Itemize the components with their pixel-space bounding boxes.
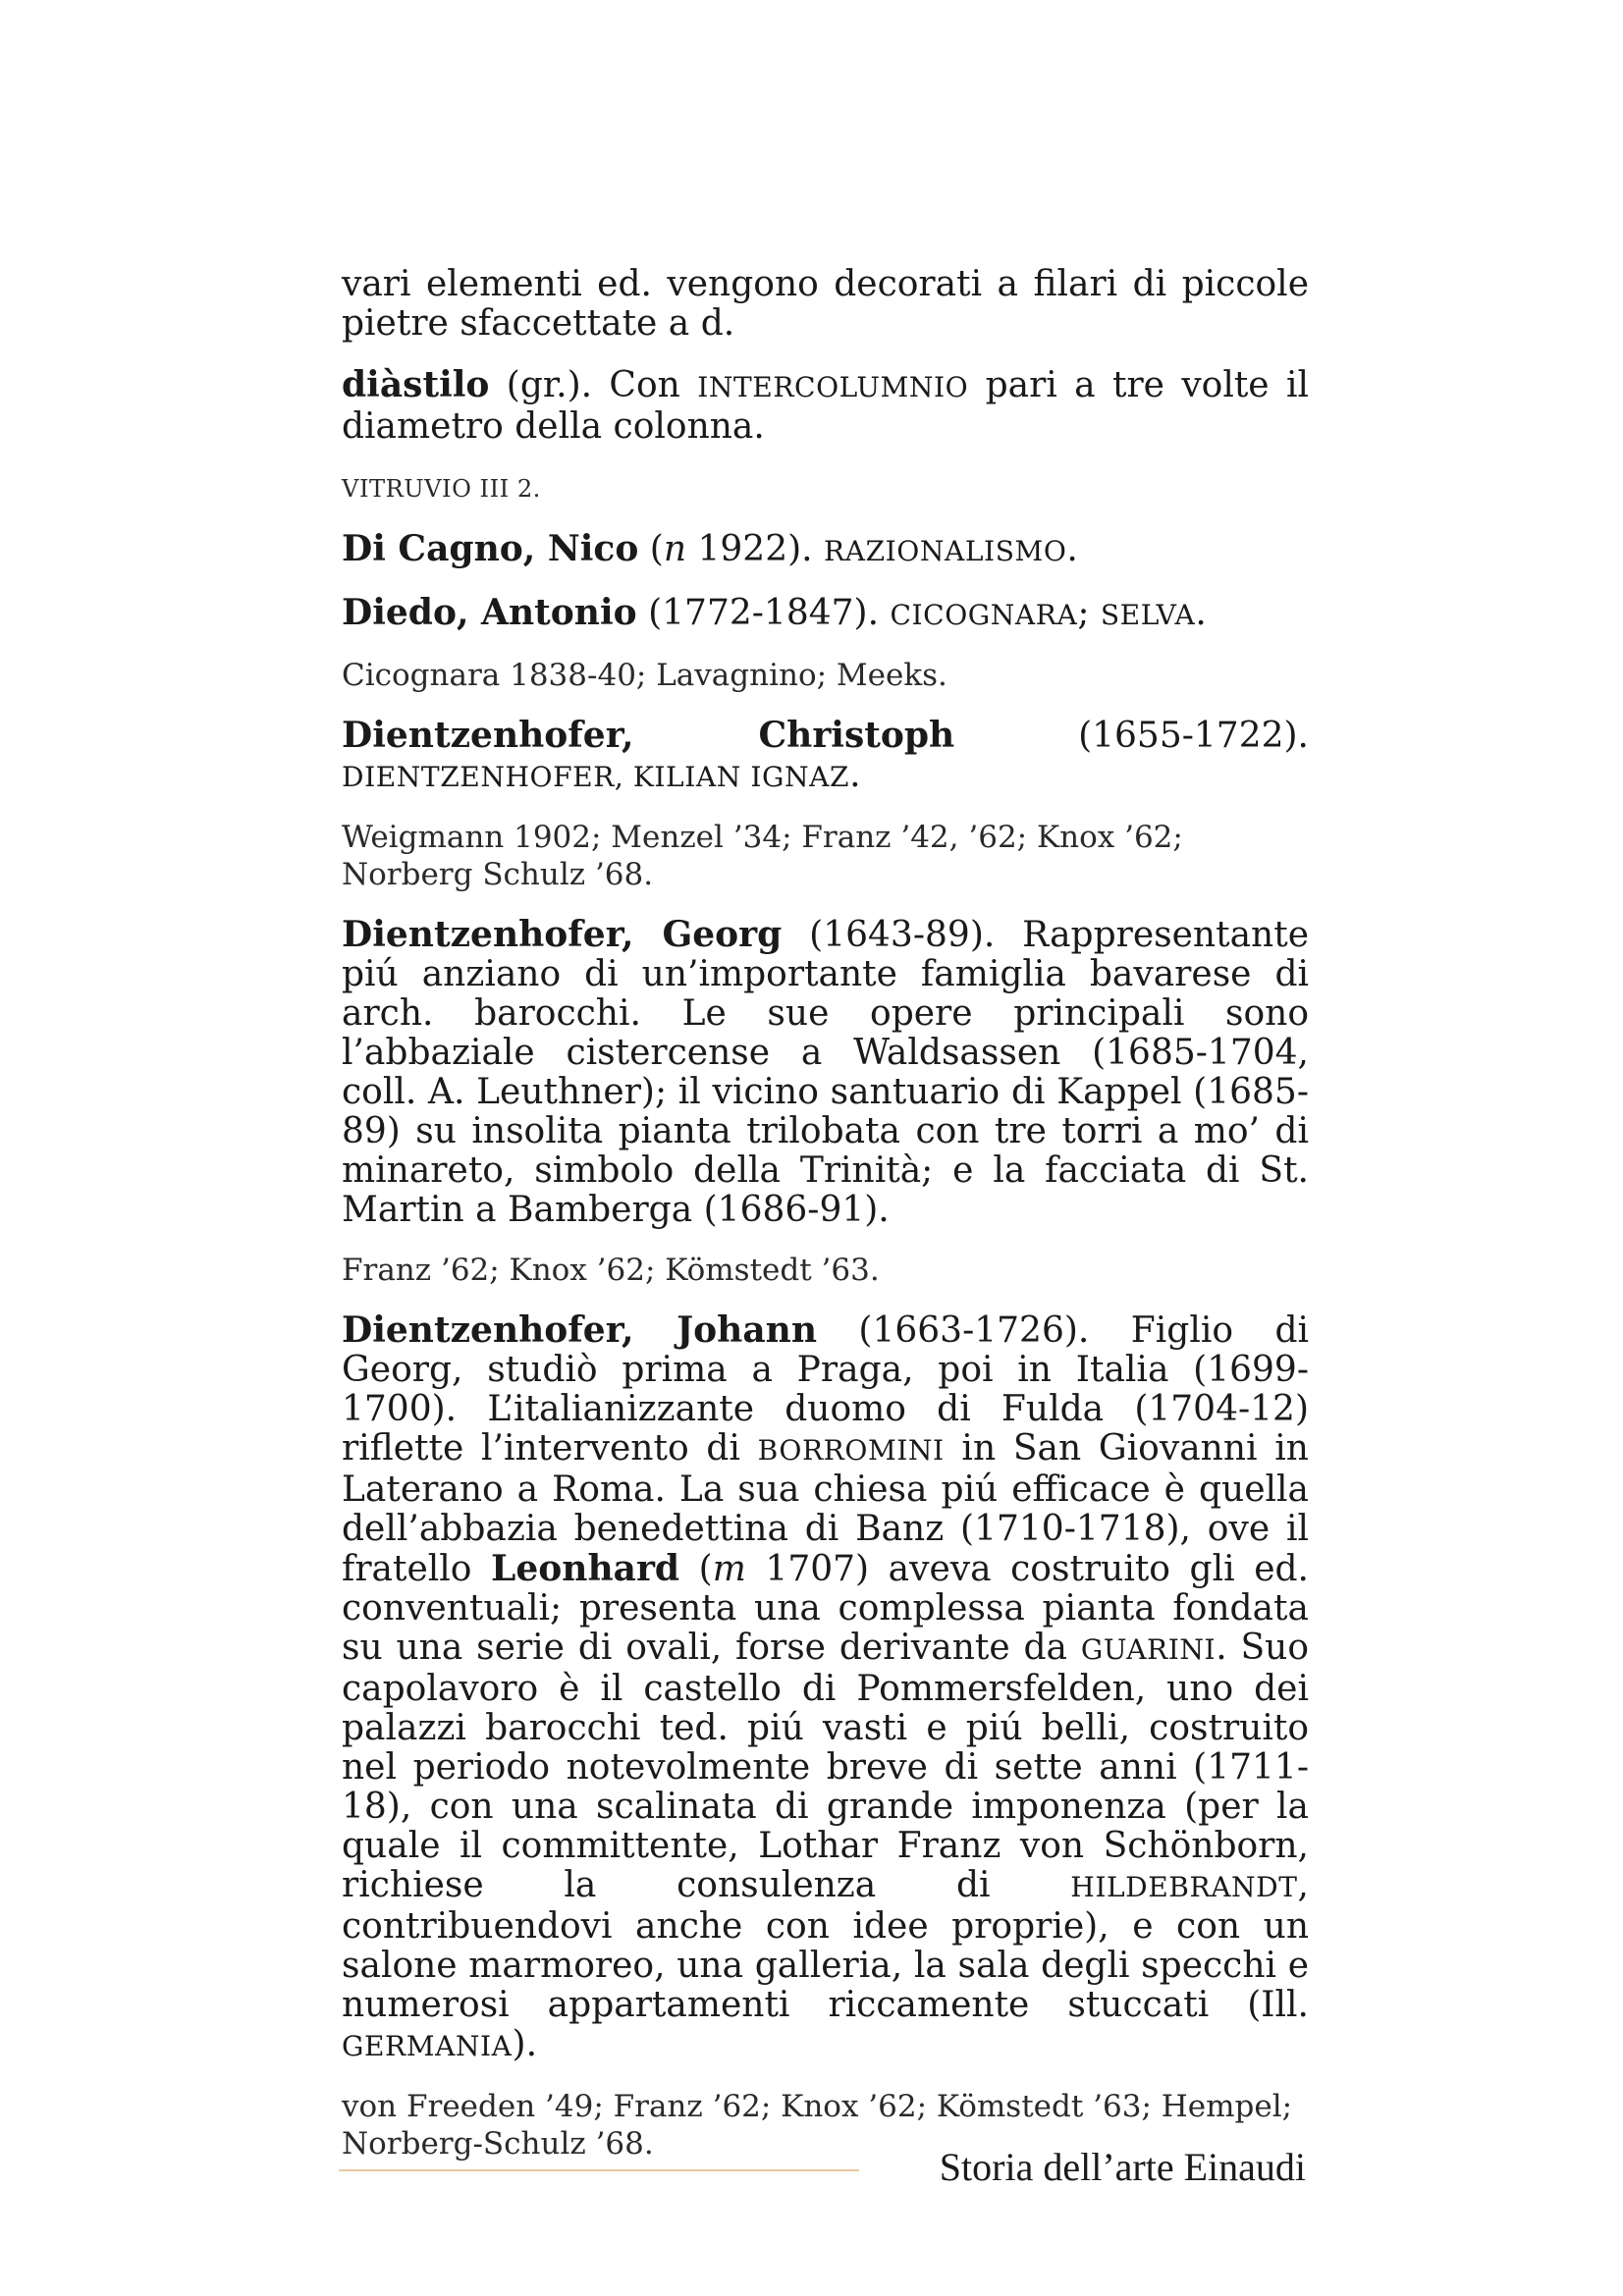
- entry-italic: n: [663, 529, 687, 569]
- entry-text: 1922).: [686, 529, 825, 569]
- bibliography-dientzenhofer-christoph: [342, 819, 1309, 893]
- entry-text: (1655-1722).: [954, 716, 1309, 756]
- entry-text: (: [638, 529, 664, 569]
- entry-diedo: [342, 593, 1309, 635]
- entry-headword: Di Cagno, Nico: [342, 528, 639, 569]
- bibliography-text: Cicognara 1838-40; Lavagnino; Meeks.: [342, 658, 947, 693]
- entry-italic: m: [712, 1549, 746, 1589]
- entry-text: (1663-1726). Figlio di Georg, studiò prima a Praga, poi in Italia (1699-1700). L’italianizzante duomo di Fulda (1704-12) riflette l’intervento di: [342, 1310, 1309, 1468]
- bibliography-text: von Freeden ’49; Franz ’62; Knox ’62; Kömstedt ’63; Hempel; Norberg-Schulz ’68.: [342, 2089, 1293, 2162]
- entry-text: (1772-1847).: [636, 593, 891, 633]
- entry-text: ).: [512, 2024, 538, 2064]
- bibliography-diedo: [342, 657, 1309, 694]
- cross-reference: CICOGNARA: [890, 599, 1078, 631]
- entry-text: .: [1195, 593, 1207, 633]
- cross-reference: HILDEBRANDT: [1070, 1871, 1298, 1903]
- footer-publisher: Storia dell’arte Einaudi: [939, 2145, 1306, 2189]
- bibliography-diastilo: [342, 468, 1309, 507]
- entry-bold-name: Leonhard: [491, 1548, 680, 1589]
- page-footer: [339, 2140, 1306, 2199]
- entry-text: ;: [1077, 593, 1101, 633]
- bibliography-text: Weigmann 1902; Menzel ’34; Franz ’42, ’62; Knox ’62; Norberg Schulz ’68.: [342, 820, 1183, 892]
- entry-headword: Diedo, Antonio: [342, 592, 637, 633]
- entry-headword: diàstilo: [342, 364, 490, 405]
- page-body: [342, 265, 1309, 2184]
- entry-text: , contribuendovi anche con idee proprie), e con un salone marmoreo, una galleria, la sala degli specchi e numerosi appartamenti riccamente stuccati (Ill.: [342, 1865, 1309, 2025]
- bibliography-text: VITRUVIO III 2.: [342, 475, 541, 503]
- entry-headword: Dientzenhofer, Johann: [342, 1309, 817, 1351]
- cross-reference: BORROMINI: [757, 1434, 945, 1467]
- entry-headword: Dientzenhofer, Georg: [342, 914, 783, 955]
- entry-text: vari elementi ed. vengono decorati a filari di piccole pietre sfaccettate a d.: [342, 264, 1309, 344]
- cross-reference: RAZIONALISMO: [824, 535, 1067, 567]
- bibliography-dientzenhofer-georg: [342, 1252, 1309, 1289]
- entry-dientzenhofer-georg: [342, 915, 1309, 1230]
- entry-dientzenhofer-christoph: [342, 716, 1309, 797]
- entry-text: pari a tre volte il diametro della colonna.: [342, 365, 1309, 447]
- entry-text: .: [1066, 529, 1078, 569]
- entry-text: . Suo capolavoro è il castello di Pommersfelden, uno dei palazzi barocchi ted. piú vasti e piú belli, costruito nel periodo notevolmente breve di sette anni (1711-18), con una scalinata di grande imponenza (per la quale il committente, Lothar Franz von Schönborn, richiese la consulenza di: [342, 1628, 1309, 1905]
- entry-text: (: [679, 1549, 713, 1589]
- entry-diastilo: [342, 365, 1309, 447]
- cross-reference: GERMANIA: [342, 2030, 513, 2062]
- bibliography-text: Franz ’62; Knox ’62; Kömstedt ’63.: [342, 1253, 880, 1288]
- entry-text: (1643-89). Rappresentante piú anziano di un’importante famiglia bavarese di arch. barocchi. Le sue opere principali sono l’abbaziale cistercense a Waldsassen (1685-1704, coll. A. Leuthner); il vicino santuario di Kappel (1685-89) su insolita pianta trilobata con tre torri a mo’ di minareto, simbolo della Trinità; e la facciata di St. Martin a Bamberga (1686-91).: [342, 915, 1309, 1230]
- cross-reference: DIENTZENHOFER, KILIAN IGNAZ: [342, 761, 850, 793]
- entry-headword: Dientzenhofer, Christoph: [342, 715, 955, 756]
- footer-rule: [339, 2169, 859, 2171]
- entry-dientzenhofer-johann: [342, 1310, 1309, 2066]
- cross-reference: SELVA: [1100, 599, 1196, 631]
- entry-continuation: [342, 265, 1309, 344]
- entry-text: (gr.). Con: [489, 365, 698, 405]
- entry-text: .: [849, 755, 861, 795]
- cross-reference: INTERCOLUMNIO: [697, 371, 969, 403]
- entry-text: 1707) aveva costruito gli ed. conventuali; presenta una complessa pianta fondata su una serie di ovali, forse derivante da: [342, 1549, 1309, 1668]
- cross-reference: GUARINI: [1080, 1633, 1217, 1666]
- entry-di-cagno: [342, 529, 1309, 571]
- entry-text: in San Giovanni in Laterano a Roma. La sua chiesa piú efficace è quella dell’abbazia benedettina di Banz (1710-1718), ove il fratello: [342, 1428, 1309, 1589]
